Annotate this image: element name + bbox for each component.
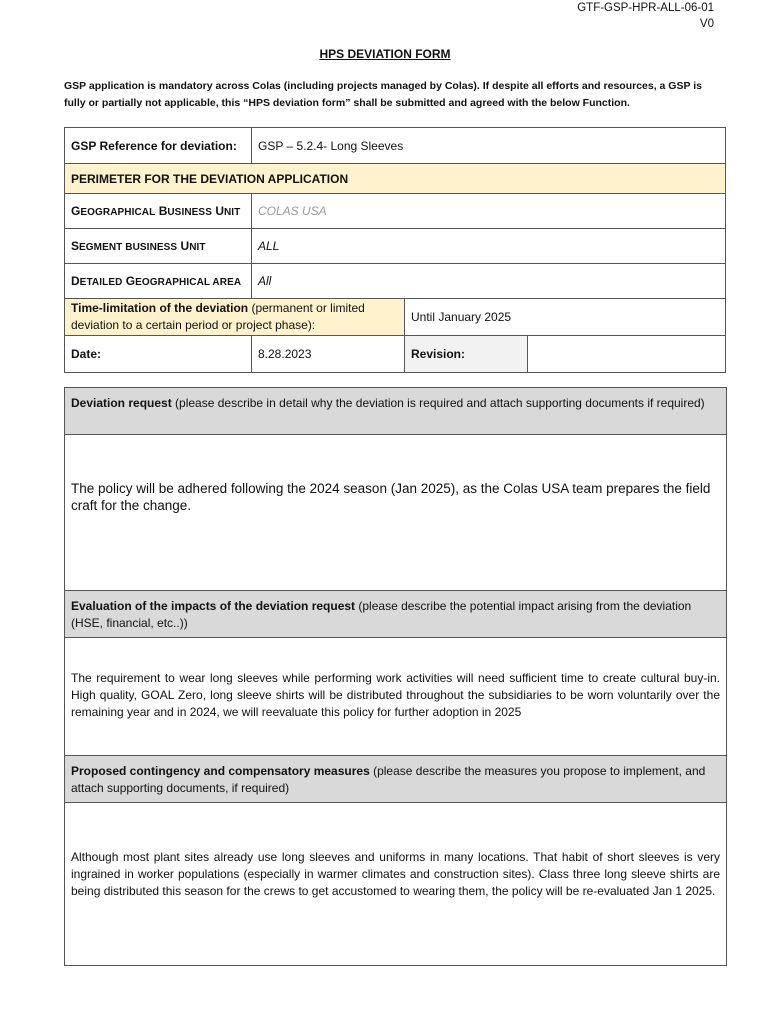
gbu-value: COLAS USA bbox=[252, 194, 726, 229]
request-body: The policy will be adhered following the 2024 season (Jan 2025), as the Colas USA team prepares the field craft for the change. bbox=[65, 435, 726, 591]
sbu-row bbox=[65, 229, 726, 264]
gbu-row bbox=[65, 194, 726, 229]
gsp-reference-label: GSP Reference for deviation: bbox=[65, 128, 252, 164]
time-limitation-row bbox=[65, 299, 726, 336]
date-label: Date: bbox=[65, 336, 252, 373]
intro-paragraph: GSP application is mandatory across Colas (including projects managed by Colas). If despite all efforts and resources, a GSP is fully or partially not applicable, this “HPS deviation form” shall be submitted and agreed with the below Function. bbox=[64, 80, 702, 109]
measures-body: Although most plant sites already use long sleeves and uniforms in many locations. That habit of short sleeves is very ingrained in worker populations (especially in warmer climates and construction sites). Class three long sleeve shirts are being distributed this season for the crews to get accustomed to wearing them, the policy will be re-evaluated Jan 1 2025. bbox=[71, 850, 720, 898]
date-value: 8.28.2023 bbox=[252, 336, 405, 373]
perimeter-heading-row bbox=[65, 164, 726, 194]
deviation-details-table bbox=[64, 127, 726, 373]
sbu-label: SEGMENT BUSINESS UNIT bbox=[65, 229, 252, 264]
date-revision-row bbox=[65, 336, 726, 373]
dga-value: All bbox=[252, 264, 726, 299]
revision-label: Revision: bbox=[405, 336, 528, 373]
document-version: V0 bbox=[699, 18, 714, 30]
impact-body: The requirement to wear long sleeves while performing work activities will need sufficient time to create cultural buy-in. High quality, GOAL Zero, long sleeve shirts will be distributed throughout the subsidiaries to be worn voluntarily over the remaining year and in 2024, we will reevaluate this policy for further adoption in 2025 bbox=[65, 638, 726, 756]
sbu-value: ALL bbox=[252, 229, 726, 264]
perimeter-heading: PERIMETER FOR THE DEVIATION APPLICATION bbox=[65, 164, 726, 194]
time-limitation-value: Until January 2025 bbox=[405, 299, 726, 336]
revision-value bbox=[528, 336, 726, 373]
impact-header: Evaluation of the impacts of the deviation request (please describe the potential impact arising from the deviation (HSE, financial, etc..)) bbox=[65, 591, 726, 638]
deviation-sections bbox=[64, 387, 727, 966]
gbu-label: GEOGRAPHICAL BUSINESS UNIT bbox=[65, 194, 252, 229]
form-title: HPS DEVIATION FORM bbox=[319, 47, 451, 61]
gsp-reference-value: GSP – 5.2.4- Long Sleeves bbox=[252, 128, 726, 164]
document-reference bbox=[577, 0, 714, 32]
request-header: Deviation request (please describe in detail why the deviation is required and attach supporting documents if required) bbox=[65, 388, 726, 435]
dga-label: DETAILED GEOGRAPHICAL AREA bbox=[65, 264, 252, 299]
dga-row bbox=[65, 264, 726, 299]
measures-header: Proposed contingency and compensatory measures (please describe the measures you propose to implement, and attach supporting documents, if required) bbox=[65, 756, 726, 803]
document-code: GTF-GSP-HPR-ALL-06-01 bbox=[577, 2, 714, 14]
gsp-reference-row bbox=[65, 128, 726, 164]
time-limitation-label: Time-limitation of the deviation (permanent or limited deviation to a certain period or project phase): bbox=[65, 299, 405, 336]
